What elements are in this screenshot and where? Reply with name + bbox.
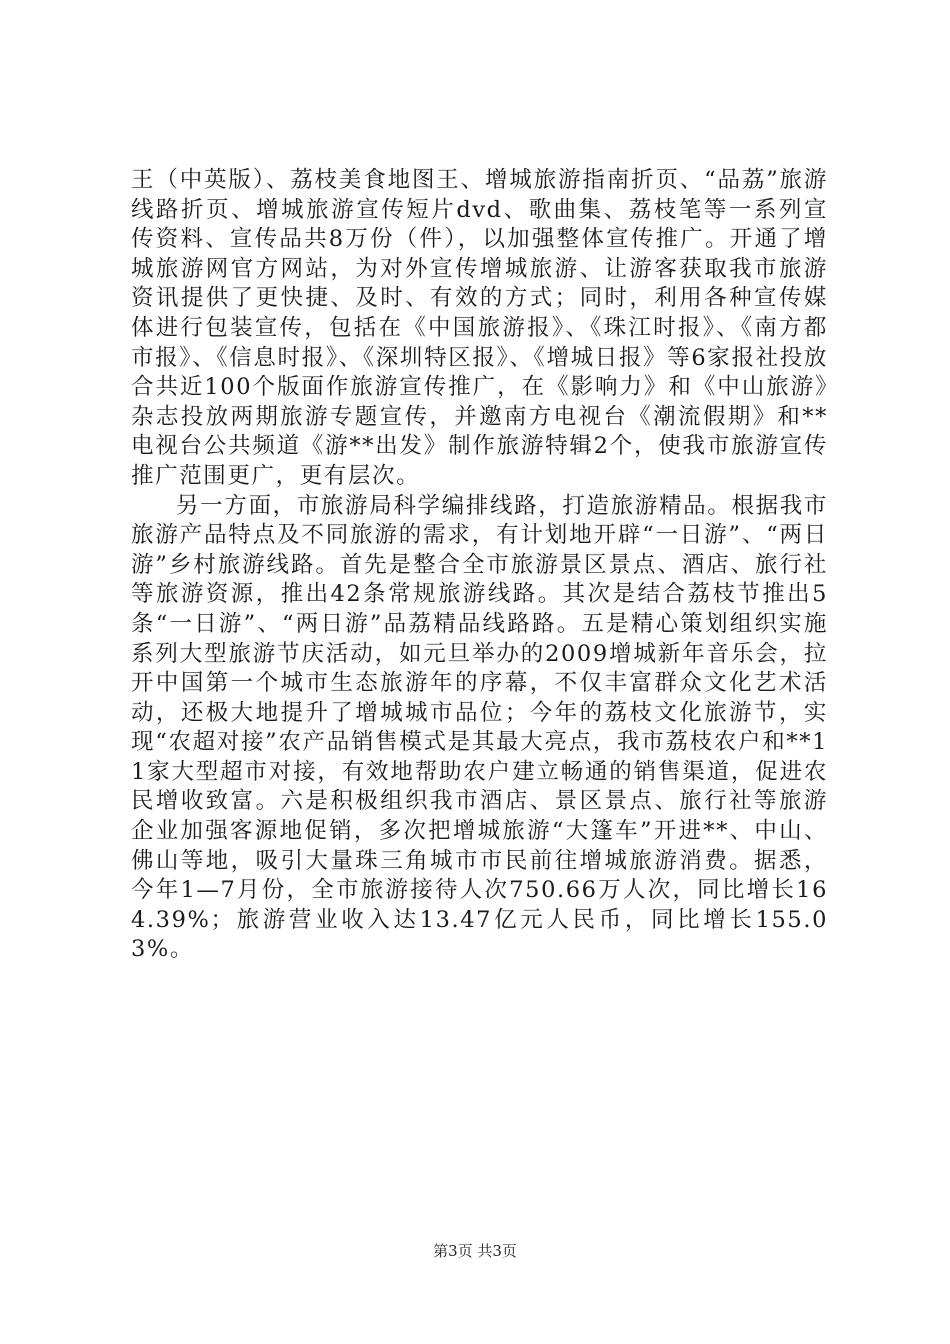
paragraph-tourism-routes: 另一方面，市旅游局科学编排线路，打造旅游精品。根据我市旅游产品特点及不同旅游的需求，有计划地开辟“一日游”、“两日游”乡村旅游线路。首先是整合全市旅游景区景点、酒店、旅行社等旅游资源，推出42条常规旅游线路。其次是结合荔枝节推出5条“一日游”、“两日游”品荔精品线路路。五是精心策划组织实施系列大型旅游节庆活动，如元旦举办的2009增城新年音乐会，拉开中国第一个城市生态旅游年的序幕，不仅丰富群众文化艺术活动，还极大地提升了增城城市品位；今年的荔枝文化旅游节，实现“农超对接”农产品销售模式是其最大亮点，我市荔枝农户和**11家大型超市对接，有效地帮助农户建立畅通的销售渠道，促进农民增收致富。六是积极组织我市酒店、景区景点、旅行社等旅游企业加强客源地促销，多次把增城旅游“大篷车”开进**、中山、佛山等地，吸引大量珠三角城市市民前往增城旅游消费。据悉，今年1—7月份，全市旅游接待人次750.66万人次，同比增长164.39%；旅游营业收入达13.47亿元人民币，同比增长155.03%。	[131, 492, 828, 963]
paragraph-continued: 王（中英版）、荔枝美食地图王、增城旅游指南折页、“品荔”旅游线路折页、增城旅游宣传短片dvd、歌曲集、荔枝笔等一系列宣传资料、宣传品共8万份（件），以加强整体宣传推广。开通了增城旅游网官方网站，为对外宣传增城旅游、让游客获取我市旅游资讯提供了更快捷、及时、有效的方式；同时，利用各种宣传媒体进行包装宣传，包括在《中国旅游报》、《珠江时报》、《南方都市报》、《信息时报》、《深圳特区报》、《增城日报》等6家报社投放合共近100个版面作旅游宣传推广，在《影响力》和《中山旅游》杂志投放两期旅游专题宣传，并邀南方电视台《潮流假期》和**电视台公共频道《游**出发》制作旅游特辑2个，使我市旅游宣传推广范围更广，更有层次。	[131, 167, 828, 489]
page-footer: 第3页 共3页	[433, 1242, 517, 1260]
body-text	[131, 166, 828, 965]
